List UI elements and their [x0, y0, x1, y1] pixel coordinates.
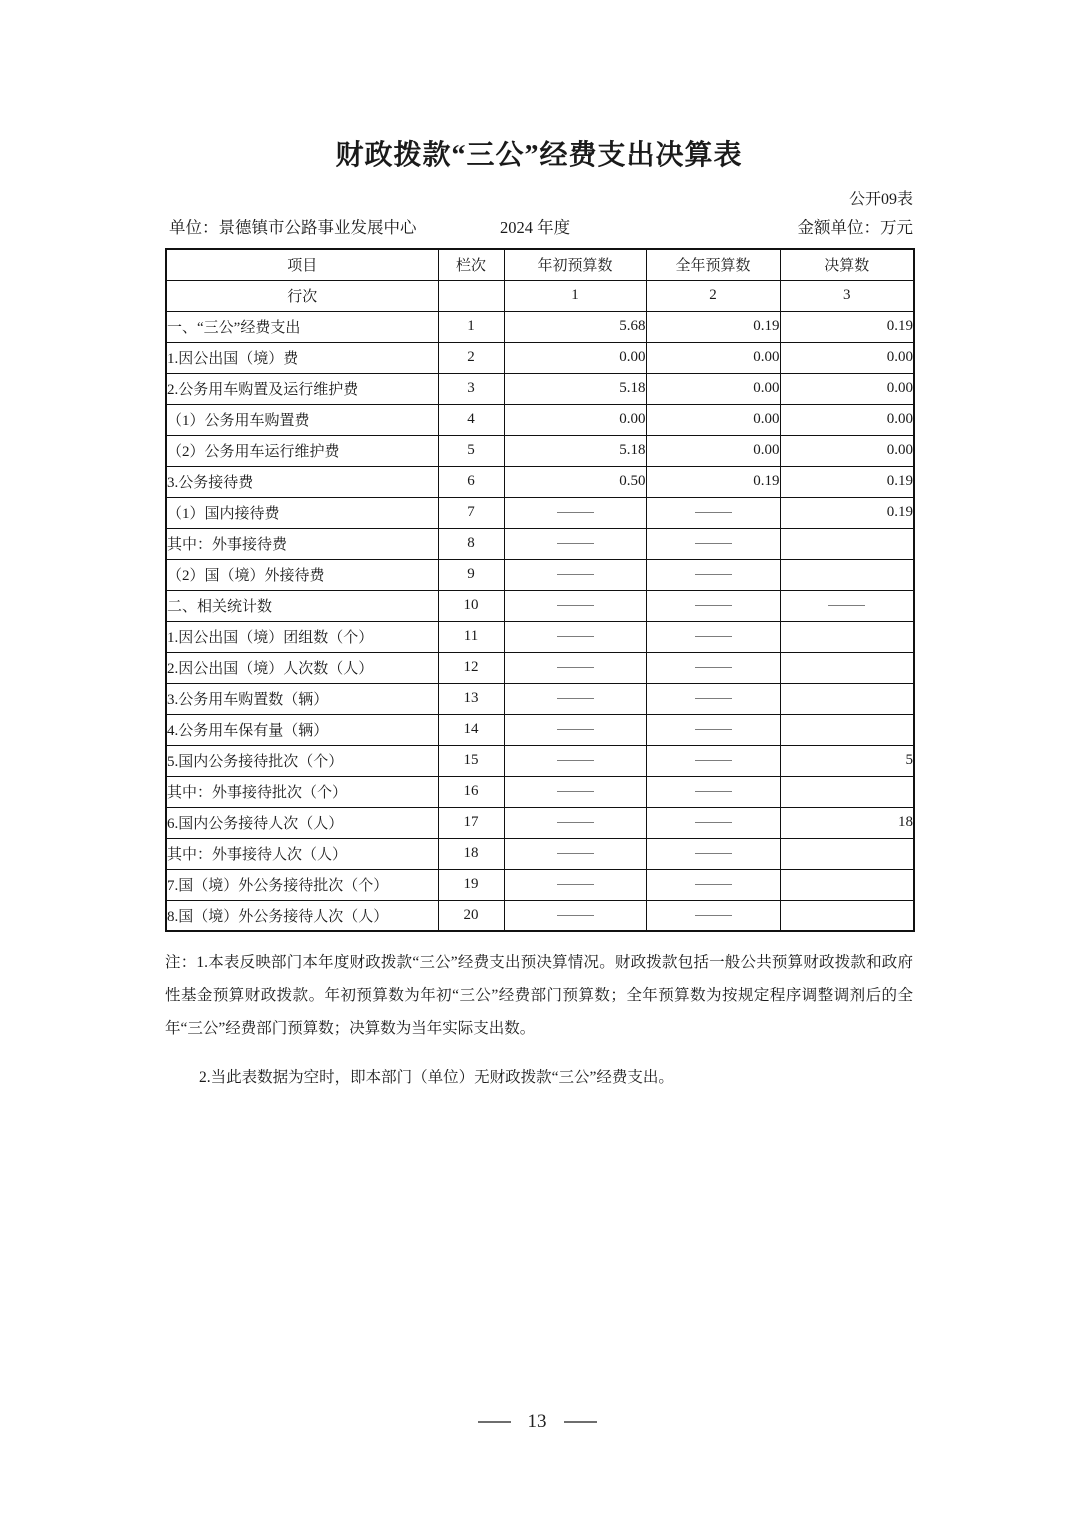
table-row — [166, 497, 914, 528]
note-2: 2.当此表数据为空时，即本部门（单位）无财政拨款“三公”经费支出。 — [199, 1069, 674, 1086]
col-header-final-accounts: 决算数 — [780, 249, 914, 280]
row-item-label: 4.公务用车保有量（辆） — [166, 714, 438, 745]
row-item-label: 其中：外事接待人次（人） — [166, 838, 438, 869]
row-item-label: （1）公务用车购置费 — [166, 404, 438, 435]
notes-section — [165, 946, 913, 1094]
footer-dash-left — [478, 1421, 511, 1423]
dash-placeholder — [695, 543, 732, 544]
table-row — [166, 435, 914, 466]
value-cell: 0.00 — [646, 435, 780, 466]
row-item-label: 其中：外事接待批次（个） — [166, 776, 438, 807]
table-row — [166, 590, 914, 621]
dash-placeholder — [557, 512, 594, 513]
value-cell: 0.19 — [780, 311, 914, 342]
dash-placeholder — [695, 512, 732, 513]
value-cell — [646, 652, 780, 683]
value-cell: 5.68 — [504, 311, 646, 342]
row-line-number: 11 — [438, 621, 504, 652]
info-row — [165, 217, 913, 239]
value-cell: 0.00 — [646, 342, 780, 373]
row-item-label: 7.国（境）外公务接待批次（个） — [166, 869, 438, 900]
value-cell — [646, 838, 780, 869]
dash-placeholder — [557, 729, 594, 730]
value-cell — [504, 497, 646, 528]
dash-placeholder — [557, 574, 594, 575]
row-item-label: 3.公务接待费 — [166, 466, 438, 497]
row-item-label: 2.公务用车购置及运行维护费 — [166, 373, 438, 404]
value-cell: 0.00 — [646, 373, 780, 404]
form-code-label: 公开09表 — [848, 191, 913, 208]
dash-placeholder — [695, 636, 732, 637]
value-cell: 5.18 — [504, 435, 646, 466]
dash-placeholder — [557, 822, 594, 823]
dash-placeholder — [557, 791, 594, 792]
row-item-label: 2.因公出国（境）人次数（人） — [166, 652, 438, 683]
value-cell — [646, 869, 780, 900]
value-cell — [504, 745, 646, 776]
row-item-label: （1）国内接待费 — [166, 497, 438, 528]
value-cell: 0.00 — [504, 342, 646, 373]
value-cell — [504, 590, 646, 621]
dash-placeholder — [695, 853, 732, 854]
value-cell: 18 — [780, 807, 914, 838]
row-line-number: 19 — [438, 869, 504, 900]
row-line-number: 4 — [438, 404, 504, 435]
unit-label: 单位：景德镇市公路事业发展中心 — [169, 218, 417, 237]
row-item-label: 1.因公出国（境）团组数（个） — [166, 621, 438, 652]
subheader-col-1: 1 — [504, 280, 646, 311]
col-header-column-no: 栏次 — [438, 249, 504, 280]
amount-unit-label: 金额单位：万元 — [797, 218, 913, 237]
value-cell — [780, 776, 914, 807]
table-row — [166, 869, 914, 900]
row-line-number: 18 — [438, 838, 504, 869]
table-row — [166, 838, 914, 869]
value-cell: 0.19 — [780, 497, 914, 528]
table-row — [166, 404, 914, 435]
row-line-number: 6 — [438, 466, 504, 497]
table-row — [166, 373, 914, 404]
dash-placeholder — [557, 605, 594, 606]
value-cell: 0.19 — [780, 466, 914, 497]
value-cell: 0.00 — [780, 342, 914, 373]
row-line-number: 13 — [438, 683, 504, 714]
row-line-number: 10 — [438, 590, 504, 621]
subheader-empty-cell — [438, 280, 504, 311]
value-cell — [646, 807, 780, 838]
subheader-col-3: 3 — [780, 280, 914, 311]
table-row — [166, 528, 914, 559]
dash-placeholder — [695, 915, 732, 916]
value-cell — [780, 590, 914, 621]
dash-placeholder — [828, 605, 865, 606]
value-cell: 0.00 — [780, 404, 914, 435]
header-row — [166, 249, 914, 280]
row-line-number: 7 — [438, 497, 504, 528]
value-cell: 0.50 — [504, 466, 646, 497]
row-item-label: 5.国内公务接待批次（个） — [166, 745, 438, 776]
table-row — [166, 621, 914, 652]
row-item-label: 一、“三公”经费支出 — [166, 311, 438, 342]
row-line-number: 12 — [438, 652, 504, 683]
row-line-number: 16 — [438, 776, 504, 807]
value-cell: 0.19 — [646, 311, 780, 342]
value-cell — [646, 683, 780, 714]
document-content — [165, 138, 913, 1094]
value-cell — [504, 621, 646, 652]
row-line-number: 3 — [438, 373, 504, 404]
dash-placeholder — [695, 667, 732, 668]
col-header-item: 项目 — [166, 249, 438, 280]
footer-dash-right — [564, 1421, 597, 1423]
table-row — [166, 652, 914, 683]
dash-placeholder — [695, 791, 732, 792]
value-cell: 0.00 — [504, 404, 646, 435]
row-line-number: 15 — [438, 745, 504, 776]
table-row — [166, 807, 914, 838]
table-row — [166, 683, 914, 714]
row-item-label: 二、相关统计数 — [166, 590, 438, 621]
value-cell — [780, 559, 914, 590]
value-cell: 5.18 — [504, 373, 646, 404]
value-cell: 0.00 — [780, 435, 914, 466]
table-row — [166, 466, 914, 497]
row-item-label: （2）国（境）外接待费 — [166, 559, 438, 590]
table-row — [166, 776, 914, 807]
row-item-label: 8.国（境）外公务接待人次（人） — [166, 900, 438, 931]
year-label: 2024 年度 — [500, 218, 571, 237]
value-cell — [646, 621, 780, 652]
row-line-number: 9 — [438, 559, 504, 590]
value-cell — [504, 776, 646, 807]
table-row — [166, 745, 914, 776]
table-row — [166, 559, 914, 590]
value-cell — [646, 590, 780, 621]
dash-placeholder — [695, 884, 732, 885]
table-row — [166, 311, 914, 342]
value-cell — [504, 652, 646, 683]
value-cell — [646, 776, 780, 807]
dash-placeholder — [695, 574, 732, 575]
col-header-initial-budget: 年初预算数 — [504, 249, 646, 280]
value-cell — [780, 838, 914, 869]
row-line-number: 20 — [438, 900, 504, 931]
value-cell: 0.00 — [646, 404, 780, 435]
value-cell — [780, 869, 914, 900]
dash-placeholder — [695, 698, 732, 699]
row-item-label: 3.公务用车购置数（辆） — [166, 683, 438, 714]
value-cell — [504, 559, 646, 590]
expense-table — [165, 248, 915, 932]
subheader-row — [166, 280, 914, 311]
table-header — [166, 249, 914, 311]
table-body — [166, 311, 914, 931]
dash-placeholder — [557, 667, 594, 668]
value-cell — [780, 528, 914, 559]
dash-placeholder — [557, 884, 594, 885]
row-line-number: 1 — [438, 311, 504, 342]
value-cell — [780, 652, 914, 683]
table-row — [166, 342, 914, 373]
row-line-number: 17 — [438, 807, 504, 838]
col-header-full-year-budget: 全年预算数 — [646, 249, 780, 280]
value-cell — [504, 683, 646, 714]
page-title: 财政拨款“三公”经费支出决算表 — [335, 140, 743, 171]
value-cell: 0.19 — [646, 466, 780, 497]
dash-placeholder — [557, 636, 594, 637]
dash-placeholder — [557, 698, 594, 699]
table-row — [166, 714, 914, 745]
row-line-number: 2 — [438, 342, 504, 373]
page-number: 13 — [527, 1410, 547, 1432]
row-item-label: 1.因公出国（境）费 — [166, 342, 438, 373]
value-cell — [504, 869, 646, 900]
row-item-label: 6.国内公务接待人次（人） — [166, 807, 438, 838]
value-cell — [504, 838, 646, 869]
dash-placeholder — [695, 729, 732, 730]
row-item-label: （2）公务用车运行维护费 — [166, 435, 438, 466]
value-cell — [504, 714, 646, 745]
dash-placeholder — [695, 822, 732, 823]
subheader-line-label: 行次 — [166, 280, 438, 311]
value-cell — [646, 497, 780, 528]
value-cell — [646, 900, 780, 931]
value-cell — [504, 900, 646, 931]
row-item-label: 其中：外事接待费 — [166, 528, 438, 559]
value-cell — [504, 528, 646, 559]
row-line-number: 5 — [438, 435, 504, 466]
value-cell — [780, 900, 914, 931]
dash-placeholder — [557, 915, 594, 916]
dash-placeholder — [695, 760, 732, 761]
dash-placeholder — [695, 605, 732, 606]
value-cell — [646, 745, 780, 776]
note-1: 注：1.本表反映部门本年度财政拨款“三公”经费支出预决算情况。财政拨款包括一般公共预算财政拨款和政府性基金预算财政拨款。年初预算数为年初“三公”经费部门预算数；全年预算数为按规定程序调整调剂后的全年“三公”经费部门预算数；决算数为当年实际支出数。 — [165, 954, 913, 1037]
page-footer — [0, 1408, 1074, 1435]
value-cell: 5 — [780, 745, 914, 776]
value-cell — [504, 807, 646, 838]
value-cell — [780, 683, 914, 714]
table-row — [166, 900, 914, 931]
subheader-col-2: 2 — [646, 280, 780, 311]
value-cell — [780, 621, 914, 652]
dash-placeholder — [557, 760, 594, 761]
value-cell: 0.00 — [780, 373, 914, 404]
value-cell — [646, 714, 780, 745]
row-line-number: 14 — [438, 714, 504, 745]
dash-placeholder — [557, 543, 594, 544]
value-cell — [646, 559, 780, 590]
value-cell — [780, 714, 914, 745]
row-line-number: 8 — [438, 528, 504, 559]
value-cell — [646, 528, 780, 559]
dash-placeholder — [557, 853, 594, 854]
